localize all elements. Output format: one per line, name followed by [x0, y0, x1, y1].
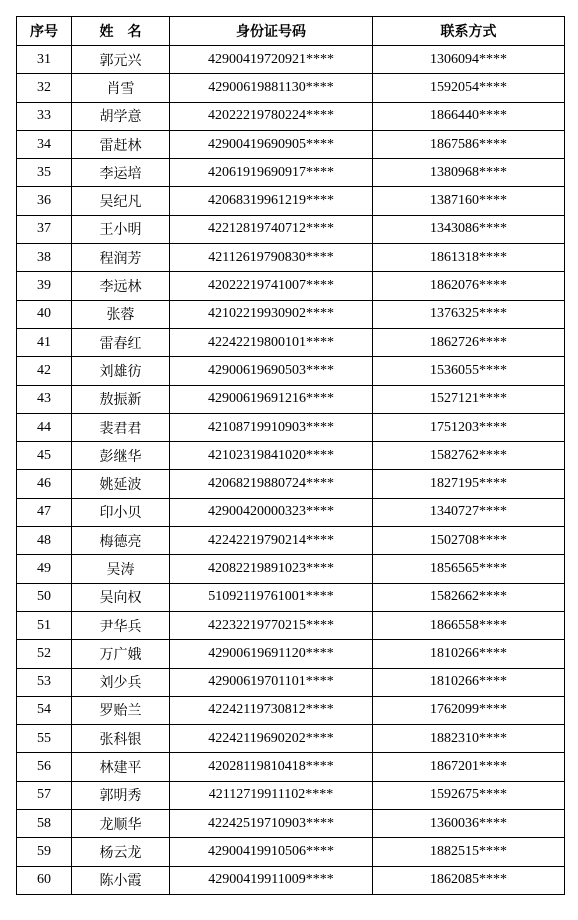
id-number-cell: 42900420000323****: [170, 498, 373, 526]
contact-cell: 1527121****: [373, 385, 565, 413]
name-cell: 胡学意: [72, 102, 170, 130]
table-row: [17, 753, 565, 781]
serial-number-cell: 53: [17, 668, 72, 696]
table-row: [17, 159, 565, 187]
contact-cell: 1862076****: [373, 272, 565, 300]
id-number-cell: 42061919690917****: [170, 159, 373, 187]
name-cell: 雷赶林: [72, 130, 170, 158]
id-number-cell: 42242219790214****: [170, 527, 373, 555]
contact-cell: 1592675****: [373, 781, 565, 809]
serial-number-cell: 44: [17, 413, 72, 441]
contact-cell: 1867201****: [373, 753, 565, 781]
serial-number-cell: 34: [17, 130, 72, 158]
roster-table: [16, 16, 565, 895]
id-number-cell: 42242519710903****: [170, 810, 373, 838]
table-row: [17, 328, 565, 356]
serial-number-cell: 31: [17, 46, 72, 74]
table-row: [17, 611, 565, 639]
table-row: [17, 102, 565, 130]
name-cell: 郭明秀: [72, 781, 170, 809]
table-row: [17, 470, 565, 498]
table-row: [17, 413, 565, 441]
contact-cell: 1762099****: [373, 696, 565, 724]
table-row: [17, 442, 565, 470]
serial-number-cell: 43: [17, 385, 72, 413]
name-cell: 彭继华: [72, 442, 170, 470]
name-cell: 林建平: [72, 753, 170, 781]
name-cell: 李运培: [72, 159, 170, 187]
serial-number-cell: 45: [17, 442, 72, 470]
id-number-cell: 42900419910506****: [170, 838, 373, 866]
table-row: [17, 838, 565, 866]
id-number-cell: 42068319961219****: [170, 187, 373, 215]
serial-number-cell: 48: [17, 527, 72, 555]
serial-number-cell: 54: [17, 696, 72, 724]
name-cell: 龙顺华: [72, 810, 170, 838]
name-cell: 程润芳: [72, 244, 170, 272]
name-cell: 雷春红: [72, 328, 170, 356]
name-cell: 吴涛: [72, 555, 170, 583]
name-cell: 敖振新: [72, 385, 170, 413]
name-cell: 尹华兵: [72, 611, 170, 639]
id-number-cell: 42242219800101****: [170, 328, 373, 356]
name-cell: 杨云龙: [72, 838, 170, 866]
id-number-cell: 42022219780224****: [170, 102, 373, 130]
contact-cell: 1306094****: [373, 46, 565, 74]
contact-cell: 1360036****: [373, 810, 565, 838]
table-row: [17, 130, 565, 158]
serial-number-cell: 52: [17, 640, 72, 668]
contact-cell: 1882310****: [373, 725, 565, 753]
id-number-cell: 42242119690202****: [170, 725, 373, 753]
name-cell: 张蓉: [72, 300, 170, 328]
name-cell: 郭元兴: [72, 46, 170, 74]
table-row: [17, 555, 565, 583]
contact-cell: 1866440****: [373, 102, 565, 130]
name-cell: 罗贻兰: [72, 696, 170, 724]
serial-number-cell: 42: [17, 357, 72, 385]
serial-number-cell: 47: [17, 498, 72, 526]
table-body: [17, 46, 565, 895]
table-row: [17, 668, 565, 696]
table-row: [17, 498, 565, 526]
serial-number-cell: 37: [17, 215, 72, 243]
name-cell: 姚延波: [72, 470, 170, 498]
table-row: [17, 46, 565, 74]
id-number-cell: 42242119730812****: [170, 696, 373, 724]
contact-cell: 1343086****: [373, 215, 565, 243]
id-number-cell: 42212819740712****: [170, 215, 373, 243]
name-cell: 吴向权: [72, 583, 170, 611]
id-number-cell: 42900419911009****: [170, 866, 373, 894]
roster-sheet: [16, 16, 565, 895]
id-number-cell: 42900419720921****: [170, 46, 373, 74]
serial-number-cell: 38: [17, 244, 72, 272]
contact-cell: 1810266****: [373, 640, 565, 668]
contact-cell: 1867586****: [373, 130, 565, 158]
name-cell: 印小贝: [72, 498, 170, 526]
id-number-cell: 42900619690503****: [170, 357, 373, 385]
table-row: [17, 583, 565, 611]
table-row: [17, 272, 565, 300]
name-cell: 刘雄彷: [72, 357, 170, 385]
table-row: [17, 187, 565, 215]
table-row: [17, 357, 565, 385]
table-row: [17, 725, 565, 753]
contact-cell: 1502708****: [373, 527, 565, 555]
contact-cell: 1536055****: [373, 357, 565, 385]
table-row: [17, 696, 565, 724]
name-cell: 肖雪: [72, 74, 170, 102]
table-row: [17, 300, 565, 328]
id-number-cell: 42068219880724****: [170, 470, 373, 498]
serial-number-cell: 56: [17, 753, 72, 781]
id-number-cell: 42900619691216****: [170, 385, 373, 413]
contact-cell: 1380968****: [373, 159, 565, 187]
id-number-cell: 42900619691120****: [170, 640, 373, 668]
id-number-cell: 42108719910903****: [170, 413, 373, 441]
contact-cell: 1340727****: [373, 498, 565, 526]
name-cell: 万广娥: [72, 640, 170, 668]
table-row: [17, 781, 565, 809]
serial-number-cell: 49: [17, 555, 72, 583]
id-number-cell: 42022219741007****: [170, 272, 373, 300]
contact-cell: 1866558****: [373, 611, 565, 639]
id-number-cell: 42082219891023****: [170, 555, 373, 583]
contact-cell: 1582762****: [373, 442, 565, 470]
contact-cell: 1751203****: [373, 413, 565, 441]
id-number-cell: 42112619790830****: [170, 244, 373, 272]
serial-number-cell: 33: [17, 102, 72, 130]
id-number-cell: 42112719911102****: [170, 781, 373, 809]
contact-cell: 1862085****: [373, 866, 565, 894]
serial-number-cell: 51: [17, 611, 72, 639]
serial-number-cell: 36: [17, 187, 72, 215]
serial-number-cell: 41: [17, 328, 72, 356]
name-cell: 吴纪凡: [72, 187, 170, 215]
contact-cell: 1376325****: [373, 300, 565, 328]
contact-cell: 1861318****: [373, 244, 565, 272]
id-number-cell: 42028119810418****: [170, 753, 373, 781]
table-header: [17, 17, 565, 46]
serial-number-cell: 58: [17, 810, 72, 838]
header-contact: 联系方式: [373, 17, 565, 46]
contact-cell: 1387160****: [373, 187, 565, 215]
name-cell: 刘少兵: [72, 668, 170, 696]
contact-cell: 1827195****: [373, 470, 565, 498]
name-cell: 陈小霞: [72, 866, 170, 894]
id-number-cell: 42232219770215****: [170, 611, 373, 639]
id-number-cell: 42900619881130****: [170, 74, 373, 102]
serial-number-cell: 40: [17, 300, 72, 328]
name-cell: 王小明: [72, 215, 170, 243]
serial-number-cell: 50: [17, 583, 72, 611]
table-row: [17, 527, 565, 555]
table-row: [17, 244, 565, 272]
contact-cell: 1882515****: [373, 838, 565, 866]
serial-number-cell: 59: [17, 838, 72, 866]
id-number-cell: 51092119761001****: [170, 583, 373, 611]
serial-number-cell: 60: [17, 866, 72, 894]
contact-cell: 1810266****: [373, 668, 565, 696]
header-row: [17, 17, 565, 46]
header-name: 姓 名: [72, 17, 170, 46]
table-row: [17, 640, 565, 668]
serial-number-cell: 55: [17, 725, 72, 753]
name-cell: 李远林: [72, 272, 170, 300]
table-row: [17, 74, 565, 102]
table-row: [17, 866, 565, 894]
serial-number-cell: 35: [17, 159, 72, 187]
name-cell: 张科银: [72, 725, 170, 753]
table-row: [17, 810, 565, 838]
id-number-cell: 42900419690905****: [170, 130, 373, 158]
name-cell: 梅德亮: [72, 527, 170, 555]
id-number-cell: 42102319841020****: [170, 442, 373, 470]
contact-cell: 1592054****: [373, 74, 565, 102]
id-number-cell: 42900619701101****: [170, 668, 373, 696]
header-serial-number: 序号: [17, 17, 72, 46]
table-row: [17, 215, 565, 243]
header-id-number: 身份证号码: [170, 17, 373, 46]
serial-number-cell: 39: [17, 272, 72, 300]
name-cell: 裴君君: [72, 413, 170, 441]
serial-number-cell: 32: [17, 74, 72, 102]
contact-cell: 1856565****: [373, 555, 565, 583]
serial-number-cell: 57: [17, 781, 72, 809]
contact-cell: 1862726****: [373, 328, 565, 356]
id-number-cell: 42102219930902****: [170, 300, 373, 328]
serial-number-cell: 46: [17, 470, 72, 498]
table-row: [17, 385, 565, 413]
contact-cell: 1582662****: [373, 583, 565, 611]
